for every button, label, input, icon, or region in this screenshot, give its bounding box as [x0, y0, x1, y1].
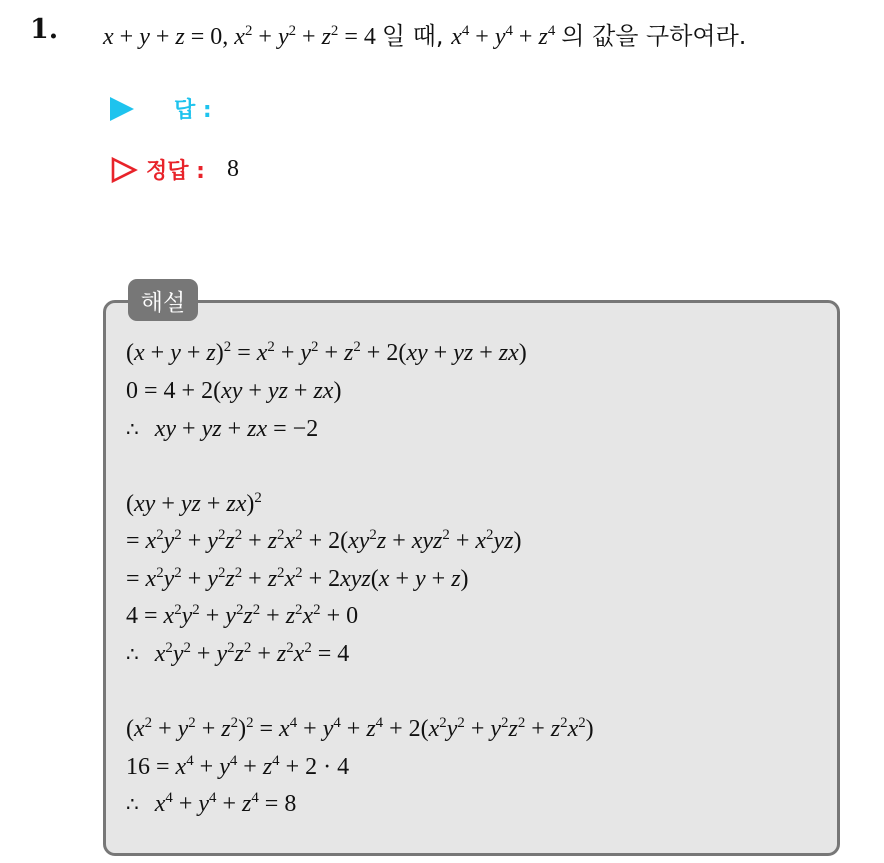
answer-label: 답 : — [174, 98, 212, 123]
condition-1-text — [0, 0, 1, 1]
solution-line: $(x^2 + y^2 + z^2)^2 = x^4 + y^4 + z^4 + 2(x^2y^2 + y^2z^2 + z^2x^2)$ — [126, 714, 594, 742]
solution-tab: 해설 — [128, 279, 198, 321]
solution-line: ∴ $x^4 + y^4 + z^4 = 8$ — [126, 789, 297, 817]
solution-line: = $x^2y^2 + y^2z^2 + z^2x^2 + 2(xy^2z + xyz^2 + x^2yz)$ — [126, 526, 522, 554]
condition-2: $x^2 + y^2 + z^2 = 4$ — [234, 22, 382, 50]
solution-line: $(x + y + z)^2 = x^2 + y^2 + z^2 + 2(xy$ + yz + zx) — [126, 338, 527, 366]
solution-line: 0 = 4 + 2(xy + yz + zx) — [126, 378, 342, 404]
target-expression: $x^4 + y^4 + z^4$ — [451, 22, 556, 50]
correct-answer-label: 정답 : — [146, 159, 205, 184]
question-number: 1. — [30, 14, 59, 45]
plain-text-mirror — [0, 0, 1, 1]
solution-line: ∴ $x^2y^2 + y^2z^2 + z^2x^2 = 4$ — [126, 639, 350, 667]
solution-line: = $x^2y^2 + y^2z^2 + z^2x^2 + 2xyz(x + y + z)$ — [126, 564, 469, 592]
answer-row — [110, 93, 212, 124]
correct-answer-row — [110, 154, 239, 185]
question-text — [103, 16, 746, 51]
question-and-text: 일 때, — [381, 22, 444, 50]
solution-line: (xy + yz + zx)$^2$ — [126, 489, 262, 517]
play-triangle-icon — [110, 97, 134, 121]
solution-line: $4 = x^2y^2 + y^2z^2 + z^2x^2 + 0$ — [126, 601, 359, 629]
correct-answer-value: 8 — [226, 156, 239, 182]
question-tail-text: 의 값을 구하여라. — [561, 22, 747, 50]
solution-line: $16 = x^4 + y^4 + z^4 + 2 \cdot 4$ — [126, 752, 350, 780]
condition-1: x + y + z = 0, — [103, 24, 235, 50]
solution-line: ∴ xy + yz + zx = −2 — [126, 416, 319, 442]
outline-triangle-icon — [110, 156, 138, 184]
